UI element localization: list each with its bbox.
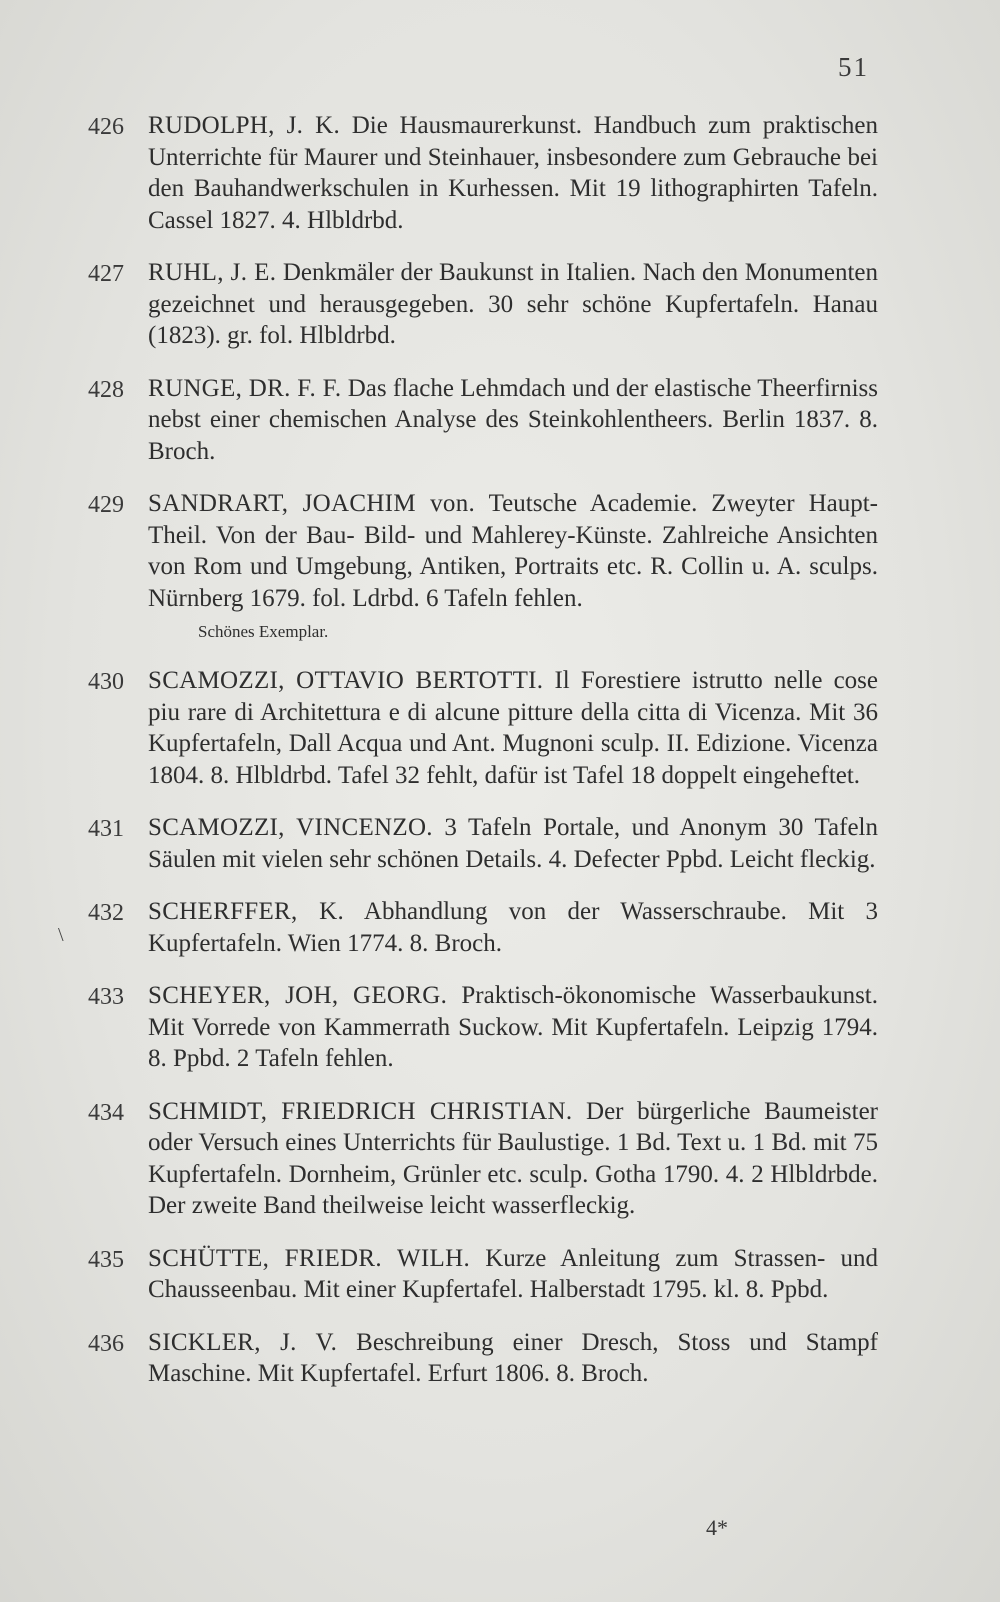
entry-author: SCHMIDT, FRIEDRICH CHRISTIAN. <box>148 1097 573 1125</box>
entry-text: Praktisch-ökonomische Wasserbaukunst. Mit Vorrede von Kammerrath Suckow. Mit Kupfertafeln. Leipzig 1794. 8. Ppbd. 2 Tafeln fehlen. <box>148 982 878 1072</box>
page-number: 51 <box>838 52 869 82</box>
entry-author: SCHEYER, JOH, GEORG. <box>148 982 448 1009</box>
entry-body <box>148 896 878 959</box>
entry-number: 431 <box>88 816 124 842</box>
entry-author: RUHL, J. E. <box>148 259 277 286</box>
entry-text: Die Hausmaurerkunst. Handbuch zum praktischen Unterrichte für Maurer und Steinhauer, insbesondere zum Gebrauche bei den Bauhandwerkschulen in Kurhessen. Mit 19 lithographirten Tafeln. Cassel 1827. 4. Hlbldrbd. <box>148 112 878 234</box>
entry-number: 433 <box>88 984 124 1010</box>
catalog-entry <box>88 812 878 875</box>
catalog-entry <box>88 373 878 468</box>
catalog-entry <box>88 665 878 791</box>
catalog-entry <box>88 110 878 236</box>
entry-author: SANDRART, JOACHIM von. <box>148 490 476 517</box>
entry-body <box>148 1327 878 1390</box>
entry-note: Schönes Exemplar. <box>198 622 329 641</box>
entry-number: 434 <box>88 1099 124 1126</box>
entry-text: Denkmäler der Baukunst in Italien. Nach den Monumenten gezeichnet und herausgegeben. 30 sehr schöne Kupfertafeln. Hanau (1823). gr. fol. Hlbldrbd. <box>148 259 879 349</box>
entry-body <box>148 980 878 1075</box>
catalog-entry <box>88 488 878 644</box>
entry-author: SCHÜTTE, FRIEDR. WILH. <box>148 1244 470 1272</box>
entry-number: 435 <box>88 1246 124 1273</box>
entry-author: SICKLER, J. V. <box>148 1328 338 1356</box>
catalog-entry <box>88 1327 878 1390</box>
entry-author: SCAMOZZI, VINCENZO. <box>148 814 433 841</box>
entry-text: Kurze Anleitung zum Strassen- und Chausseenbau. Mit einer Kupfertafel. Halberstadt 1795. kl. 8. Ppbd. <box>148 1244 878 1303</box>
catalog-entries <box>88 110 878 1411</box>
catalog-entry <box>88 1096 878 1222</box>
entry-author: SCAMOZZI, OTTAVIO BERTOTTI. <box>148 667 544 694</box>
entry-body <box>148 257 878 352</box>
entry-body <box>148 110 878 236</box>
catalog-entry <box>88 896 878 959</box>
entry-number: 428 <box>88 376 124 403</box>
entry-author: SCHERFFER, K. <box>148 898 345 925</box>
entry-number: 426 <box>88 114 124 140</box>
entry-text: Abhandlung von der Wasserschraube. Mit 3 Kupfertafeln. Wien 1774. 8. Broch. <box>148 898 878 957</box>
entry-text: Teutsche Academie. Zweyter Haupt-Theil. Von der Bau- Bild- und Mahlerey-Künste. Zahlreiche Ansichten von Rom und Umgebung, Antiken, Portraits etc. R. Collin u. A. sculps. Nürnberg 1679. fol. Ldrbd. 6 Tafeln fehlen. <box>148 490 879 612</box>
catalog-entry <box>88 257 878 352</box>
entry-text: 3 Tafeln Portale, und Anonym 30 Tafeln Säulen mit vielen sehr schönen Details. 4. Defecter Ppbd. Leicht fleckig. <box>148 814 879 873</box>
entry-number: 430 <box>88 669 124 695</box>
entry-text: Das flache Lehmdach und der elastische Theerfirniss nebst einer chemischen Analyse des Steinkohlentheers. Berlin 1837. 8. Broch. <box>148 374 878 465</box>
entry-text: Der bürgerliche Baumeister oder Versuch eines Unterrichts für Baulustige. 1 Bd. Text u. 1 Bd. mit 75 Kupfertafeln. Dornheim, Grünler etc. sculp. Gotha 1790. 4. 2 Hlbldrbde. Der zweite Band theilweise leicht wasserfleckig. <box>148 1097 878 1219</box>
entry-author: RUDOLPH, J. K. <box>148 112 341 139</box>
margin-mark: \ <box>58 924 64 946</box>
catalog-entry <box>88 980 878 1075</box>
entry-number: 432 <box>88 900 124 926</box>
entry-body <box>148 373 878 468</box>
entry-number: 436 <box>88 1330 124 1357</box>
catalog-entry <box>88 1243 878 1306</box>
entry-text: Il Forestiere istrutto nelle cose piu rare di Architettura e di alcune pitture della citta di Vicenza. Mit 36 Kupfertafeln, Dall Acqua und Ant. Mugnoni sculp. II. Edizione. Vicenza 1804. 8. Hlbldrbd. Tafel 32 fehlt, dafür ist Tafel 18 doppelt eingeheftet. <box>148 667 879 789</box>
entry-body <box>148 488 878 644</box>
entry-body <box>148 665 878 791</box>
entry-text: Beschreibung einer Dresch, Stoss und Stampf Maschine. Mit Kupfertafel. Erfurt 1806. 8. Broch. <box>148 1328 878 1387</box>
entry-number: 427 <box>88 261 124 287</box>
sheet-signature: 4* <box>706 1515 728 1540</box>
entry-body <box>148 1096 878 1222</box>
entry-body <box>148 1243 878 1306</box>
entry-number: 429 <box>88 492 124 518</box>
entry-body <box>148 812 878 875</box>
entry-author: RUNGE, DR. F. F. <box>148 374 342 402</box>
